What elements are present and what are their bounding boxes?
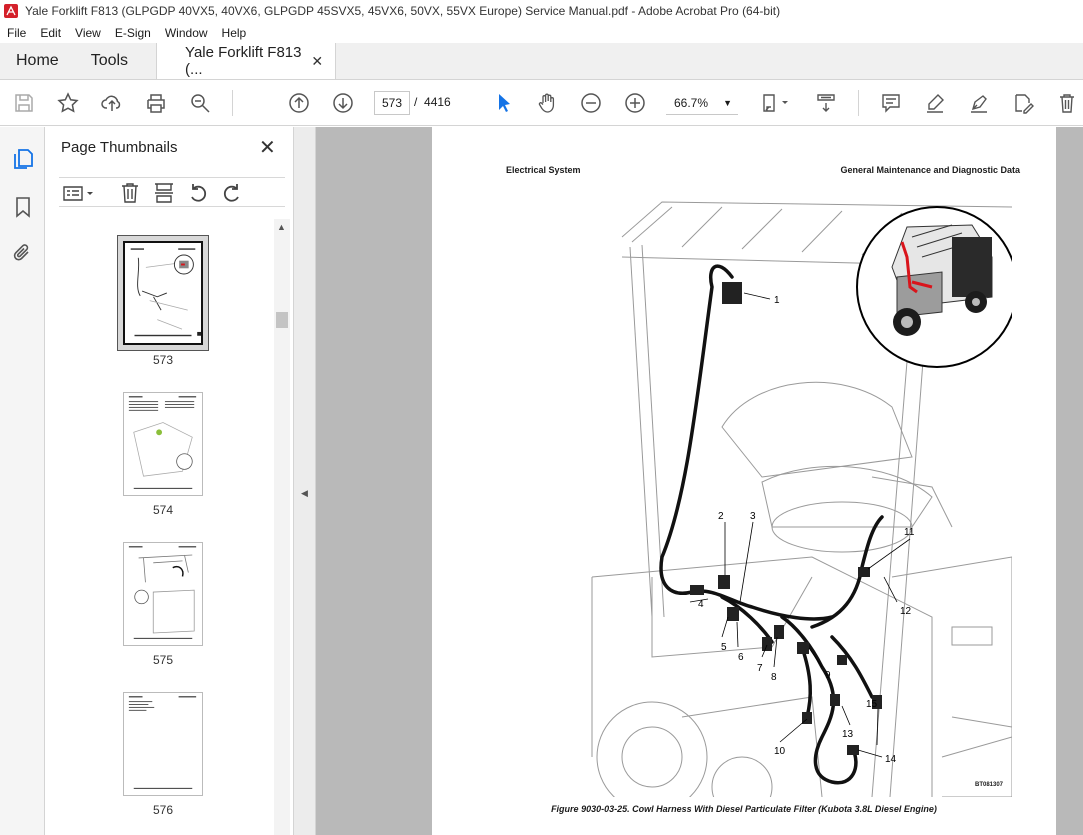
callout-12: 12 <box>900 606 912 617</box>
left-navigation-rail <box>0 127 45 835</box>
thumbnail-page-576[interactable] <box>123 692 203 796</box>
page-573-preview <box>123 241 203 345</box>
bookmark-star-icon[interactable] <box>56 91 80 115</box>
thumbnail-page-575[interactable] <box>123 542 203 646</box>
page-576-preview <box>124 693 202 795</box>
panel-collapse-strip[interactable] <box>293 127 316 835</box>
callout-6: 6 <box>738 652 744 663</box>
attachments-paperclip-icon[interactable] <box>11 241 35 265</box>
menu-bar <box>0 22 1083 43</box>
zoom-in-icon[interactable] <box>623 91 647 115</box>
menu-edit[interactable]: Edit <box>40 25 62 40</box>
zoom-search-icon[interactable] <box>188 91 212 115</box>
panel-title: Page Thumbnails <box>61 139 178 156</box>
rotate-counterclockwise-icon[interactable] <box>185 180 211 206</box>
total-pages: 4416 <box>424 95 451 109</box>
scroll-up-icon[interactable]: ▲ <box>277 222 286 232</box>
callout-4: 4 <box>698 599 704 610</box>
comment-icon[interactable] <box>879 91 903 115</box>
callout-10: 10 <box>774 746 786 757</box>
callout-1: 1 <box>774 295 780 306</box>
thumbnail-options-icon[interactable] <box>61 180 97 206</box>
rotate-clockwise-icon[interactable] <box>219 180 245 206</box>
callout-8: 8 <box>771 672 777 683</box>
print-icon[interactable] <box>144 91 168 115</box>
acrobat-logo-icon <box>4 4 18 18</box>
collapse-arrow-icon[interactable]: ◀ <box>301 488 308 498</box>
callout-13: 13 <box>842 729 854 740</box>
thumbnail-label-574: 574 <box>152 503 174 517</box>
extract-page-icon[interactable] <box>151 180 177 206</box>
highlight-pen-icon[interactable] <box>923 91 947 115</box>
thumbnail-scrollbar-thumb[interactable] <box>276 312 288 328</box>
title-bar <box>0 0 1083 22</box>
document-viewer[interactable] <box>316 127 1083 835</box>
edit-document-icon[interactable] <box>1011 91 1035 115</box>
thumbnail-label-576: 576 <box>152 803 174 817</box>
page-574-preview <box>124 393 202 495</box>
zoom-out-icon[interactable] <box>579 91 603 115</box>
hand-tool-icon[interactable] <box>535 91 559 115</box>
callout-2: 2 <box>718 511 724 522</box>
callout-11: 11 <box>904 527 915 538</box>
close-panel-icon[interactable]: ✕ <box>259 137 276 159</box>
draw-pen-icon[interactable] <box>967 91 991 115</box>
figure-code: BT081307 <box>975 782 1004 788</box>
menu-file[interactable]: File <box>7 25 27 40</box>
page-thumbnails-icon[interactable] <box>11 147 35 171</box>
save-icon[interactable] <box>12 91 36 115</box>
page-count <box>414 95 451 109</box>
menu-esign[interactable]: E-Sign <box>114 25 151 40</box>
next-page-icon[interactable] <box>331 91 355 115</box>
zoom-level-value: 66.7% <box>674 96 709 110</box>
thumbnail-page-573[interactable] <box>117 235 209 351</box>
thumbnail-label-575: 575 <box>152 653 174 667</box>
figure-caption: Figure 9030-03-25. Cowl Harness With Diesel Particulate Filter (Kubota 3.8L Diesel Engine) <box>551 804 937 814</box>
tab-document[interactable] <box>156 43 336 79</box>
upload-cloud-icon[interactable] <box>100 91 124 115</box>
menu-help[interactable]: Help <box>221 25 247 40</box>
menu-view[interactable]: View <box>75 25 101 40</box>
callout-5: 5 <box>721 642 727 653</box>
delete-trash-icon[interactable] <box>1055 91 1079 115</box>
main-toolbar <box>0 80 1083 126</box>
previous-page-icon[interactable] <box>287 91 311 115</box>
page-fit-icon[interactable] <box>758 91 792 115</box>
delete-page-icon[interactable] <box>117 180 143 206</box>
page-575-preview <box>124 543 202 645</box>
callout-7: 7 <box>757 663 763 674</box>
chevron-down-icon: ▼ <box>723 98 732 108</box>
callout-9: 9 <box>825 670 831 681</box>
thumbnail-list <box>45 227 273 835</box>
toolbar-divider <box>858 90 859 116</box>
close-tab-icon[interactable]: ✕ <box>311 52 324 69</box>
page-separator: / <box>414 95 418 109</box>
callout-3: 3 <box>750 511 756 522</box>
document-page <box>432 127 1056 835</box>
toolbar-divider <box>232 90 233 116</box>
zoom-level-select[interactable] <box>666 91 738 115</box>
page-header-right: General Maintenance and Diagnostic Data <box>840 165 1020 175</box>
tab-document-label: Yale Forklift F813 (... <box>185 44 302 78</box>
tab-tools[interactable]: Tools <box>90 52 129 69</box>
page-thumbnails-panel <box>45 127 293 835</box>
tab-home[interactable]: Home <box>16 52 59 69</box>
window-title: Yale Forklift F813 (GLPGDP 40VX5, 40VX6, GLPGDP 45SVX5, 45VX6, 50VX, 55VX Europe) Service Manual.pdf - Adobe Acrobat Pro (64-bit) <box>25 4 781 18</box>
thumbnail-toolbar <box>59 177 285 207</box>
cowl-harness-illustration <box>512 197 1012 797</box>
current-page-input[interactable]: 573 <box>374 91 410 115</box>
thumbnail-page-574[interactable] <box>123 392 203 496</box>
callout-15: 15 <box>866 699 878 710</box>
page-header-left: Electrical System <box>506 165 581 175</box>
bookmarks-icon[interactable] <box>11 195 35 219</box>
select-cursor-icon[interactable] <box>492 91 516 115</box>
thumbnail-label-573: 573 <box>152 353 174 367</box>
scroll-mode-icon[interactable] <box>814 91 838 115</box>
menu-window[interactable]: Window <box>164 25 208 40</box>
tab-bar <box>0 43 1083 80</box>
callout-14: 14 <box>885 754 897 765</box>
